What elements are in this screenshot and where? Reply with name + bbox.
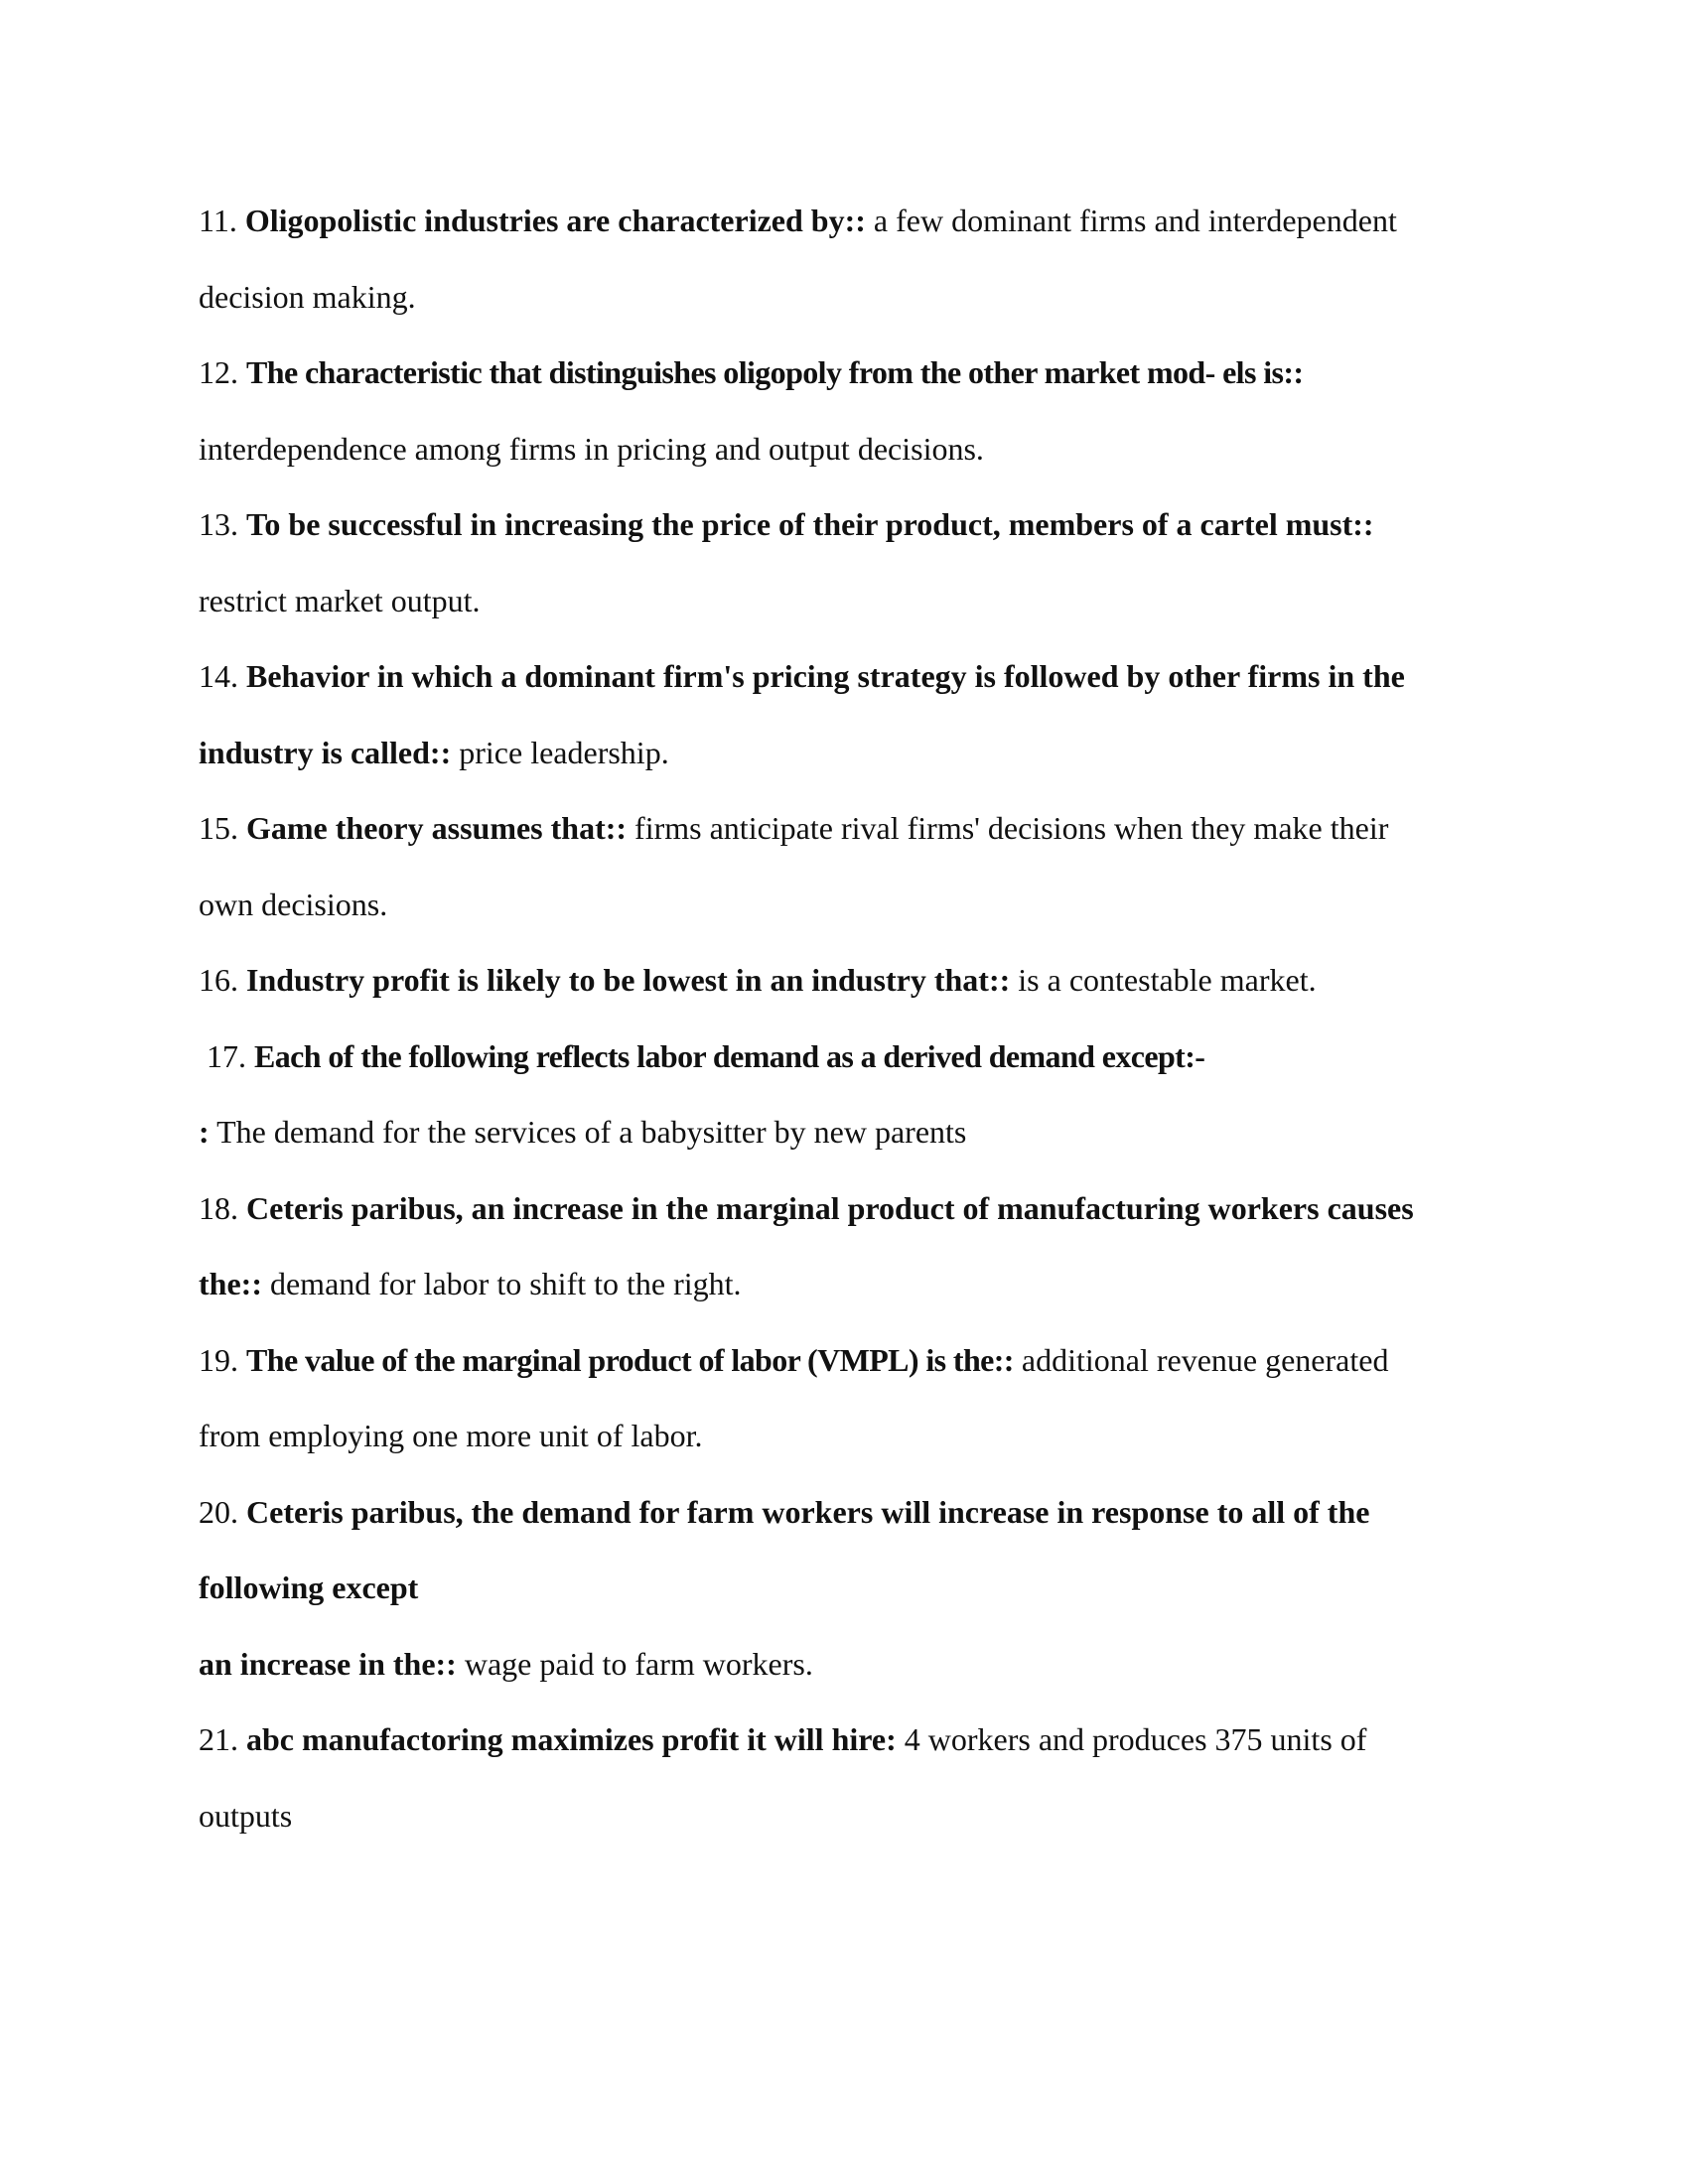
answer-text: The demand for the services of a babysitter by new parents — [209, 1114, 967, 1150]
question-text: : — [199, 1114, 210, 1150]
question-21-line-2 — [199, 1778, 1479, 1854]
question-text: industry is called:: — [199, 734, 452, 770]
question-20-line-2 — [199, 1550, 1479, 1626]
answer-text: restrict market output. — [199, 582, 481, 618]
question-13-line-1 — [199, 486, 1479, 563]
answer-text: additional revenue generated — [1013, 1341, 1389, 1378]
question-19-line-1 — [199, 1322, 1479, 1399]
question-15-line-1 — [199, 790, 1479, 867]
question-text: Industry profit is likely to be lowest in an industry that:: — [246, 962, 1011, 998]
question-18-line-1 — [199, 1170, 1479, 1247]
question-14-line-2 — [199, 715, 1479, 791]
answer-text: interdependence among firms in pricing and output decisions. — [199, 430, 984, 467]
question-text: Behavior in which a dominant firm's pricing strategy is followed by other firms in the — [246, 658, 1405, 694]
question-17-line-2 — [199, 1094, 1479, 1170]
answer-text: price leadership. — [451, 734, 669, 770]
question-number: 11. — [199, 203, 237, 238]
question-list — [199, 183, 1479, 1853]
question-text: To be successful in increasing the price of their product, members of a cartel must:: — [246, 506, 1374, 542]
answer-text: outputs — [199, 1797, 293, 1834]
answer-text: from employing one more unit of labor. — [199, 1418, 703, 1453]
answer-text: demand for labor to shift to the right. — [261, 1266, 742, 1301]
question-17-line-1 — [199, 1019, 1479, 1095]
question-21-line-1 — [199, 1702, 1479, 1778]
question-12-line-1 — [199, 335, 1479, 411]
question-16-line-1 — [199, 942, 1479, 1019]
question-14-line-1 — [199, 638, 1479, 715]
question-text: an increase in the:: — [199, 1645, 457, 1682]
question-text: Game theory assumes that:: — [246, 810, 628, 846]
question-text: Oligopolistic industries are characterized by:: — [244, 203, 866, 238]
question-number: 13. — [199, 506, 238, 542]
question-number: 18. — [199, 1189, 238, 1226]
answer-text: 4 workers and produces 375 units of — [896, 1721, 1367, 1757]
question-text: Each of the following reflects labor demand as a derived demand except:- — [254, 1037, 1205, 1074]
question-number: 15. — [199, 810, 238, 846]
answer-text: is a contestable market. — [1010, 962, 1317, 998]
question-number: 17. — [207, 1037, 246, 1074]
question-number: 19. — [199, 1341, 238, 1378]
question-20-line-3 — [199, 1626, 1479, 1703]
answer-text: firms anticipate rival firms' decisions when they make their — [627, 810, 1389, 846]
question-number: 21. — [199, 1721, 238, 1757]
question-text: Ceteris paribus, an increase in the marginal product of manufacturing workers causes — [246, 1189, 1414, 1226]
question-number: 14. — [199, 658, 238, 694]
question-18-line-2 — [199, 1246, 1479, 1322]
question-11-line-1 — [199, 183, 1479, 259]
question-text: abc manufactoring maximizes profit it will hire: — [246, 1721, 897, 1757]
question-text: following except — [199, 1570, 419, 1605]
question-text: the:: — [199, 1266, 262, 1301]
answer-text: decision making. — [199, 278, 416, 315]
question-19-line-2 — [199, 1398, 1479, 1474]
question-12-line-2 — [199, 411, 1479, 487]
question-13-line-2 — [199, 563, 1479, 639]
question-text: Ceteris paribus, the demand for farm workers will increase in response to all of the — [246, 1493, 1370, 1530]
answer-text: a few dominant firms and interdependent — [865, 203, 1397, 238]
question-text: The value of the marginal product of labor (VMPL) is the:: — [246, 1341, 1014, 1378]
question-number: 12. — [199, 354, 238, 390]
question-number: 16. — [199, 962, 238, 998]
question-15-line-2 — [199, 867, 1479, 943]
answer-text: wage paid to farm workers. — [456, 1645, 813, 1682]
answer-text: own decisions. — [199, 886, 388, 922]
question-20-line-1 — [199, 1474, 1479, 1551]
question-text: The characteristic that distinguishes oligopoly from the other market mod- els is:: — [246, 354, 1304, 390]
question-number: 20. — [199, 1493, 238, 1530]
question-11-line-2 — [199, 259, 1479, 336]
